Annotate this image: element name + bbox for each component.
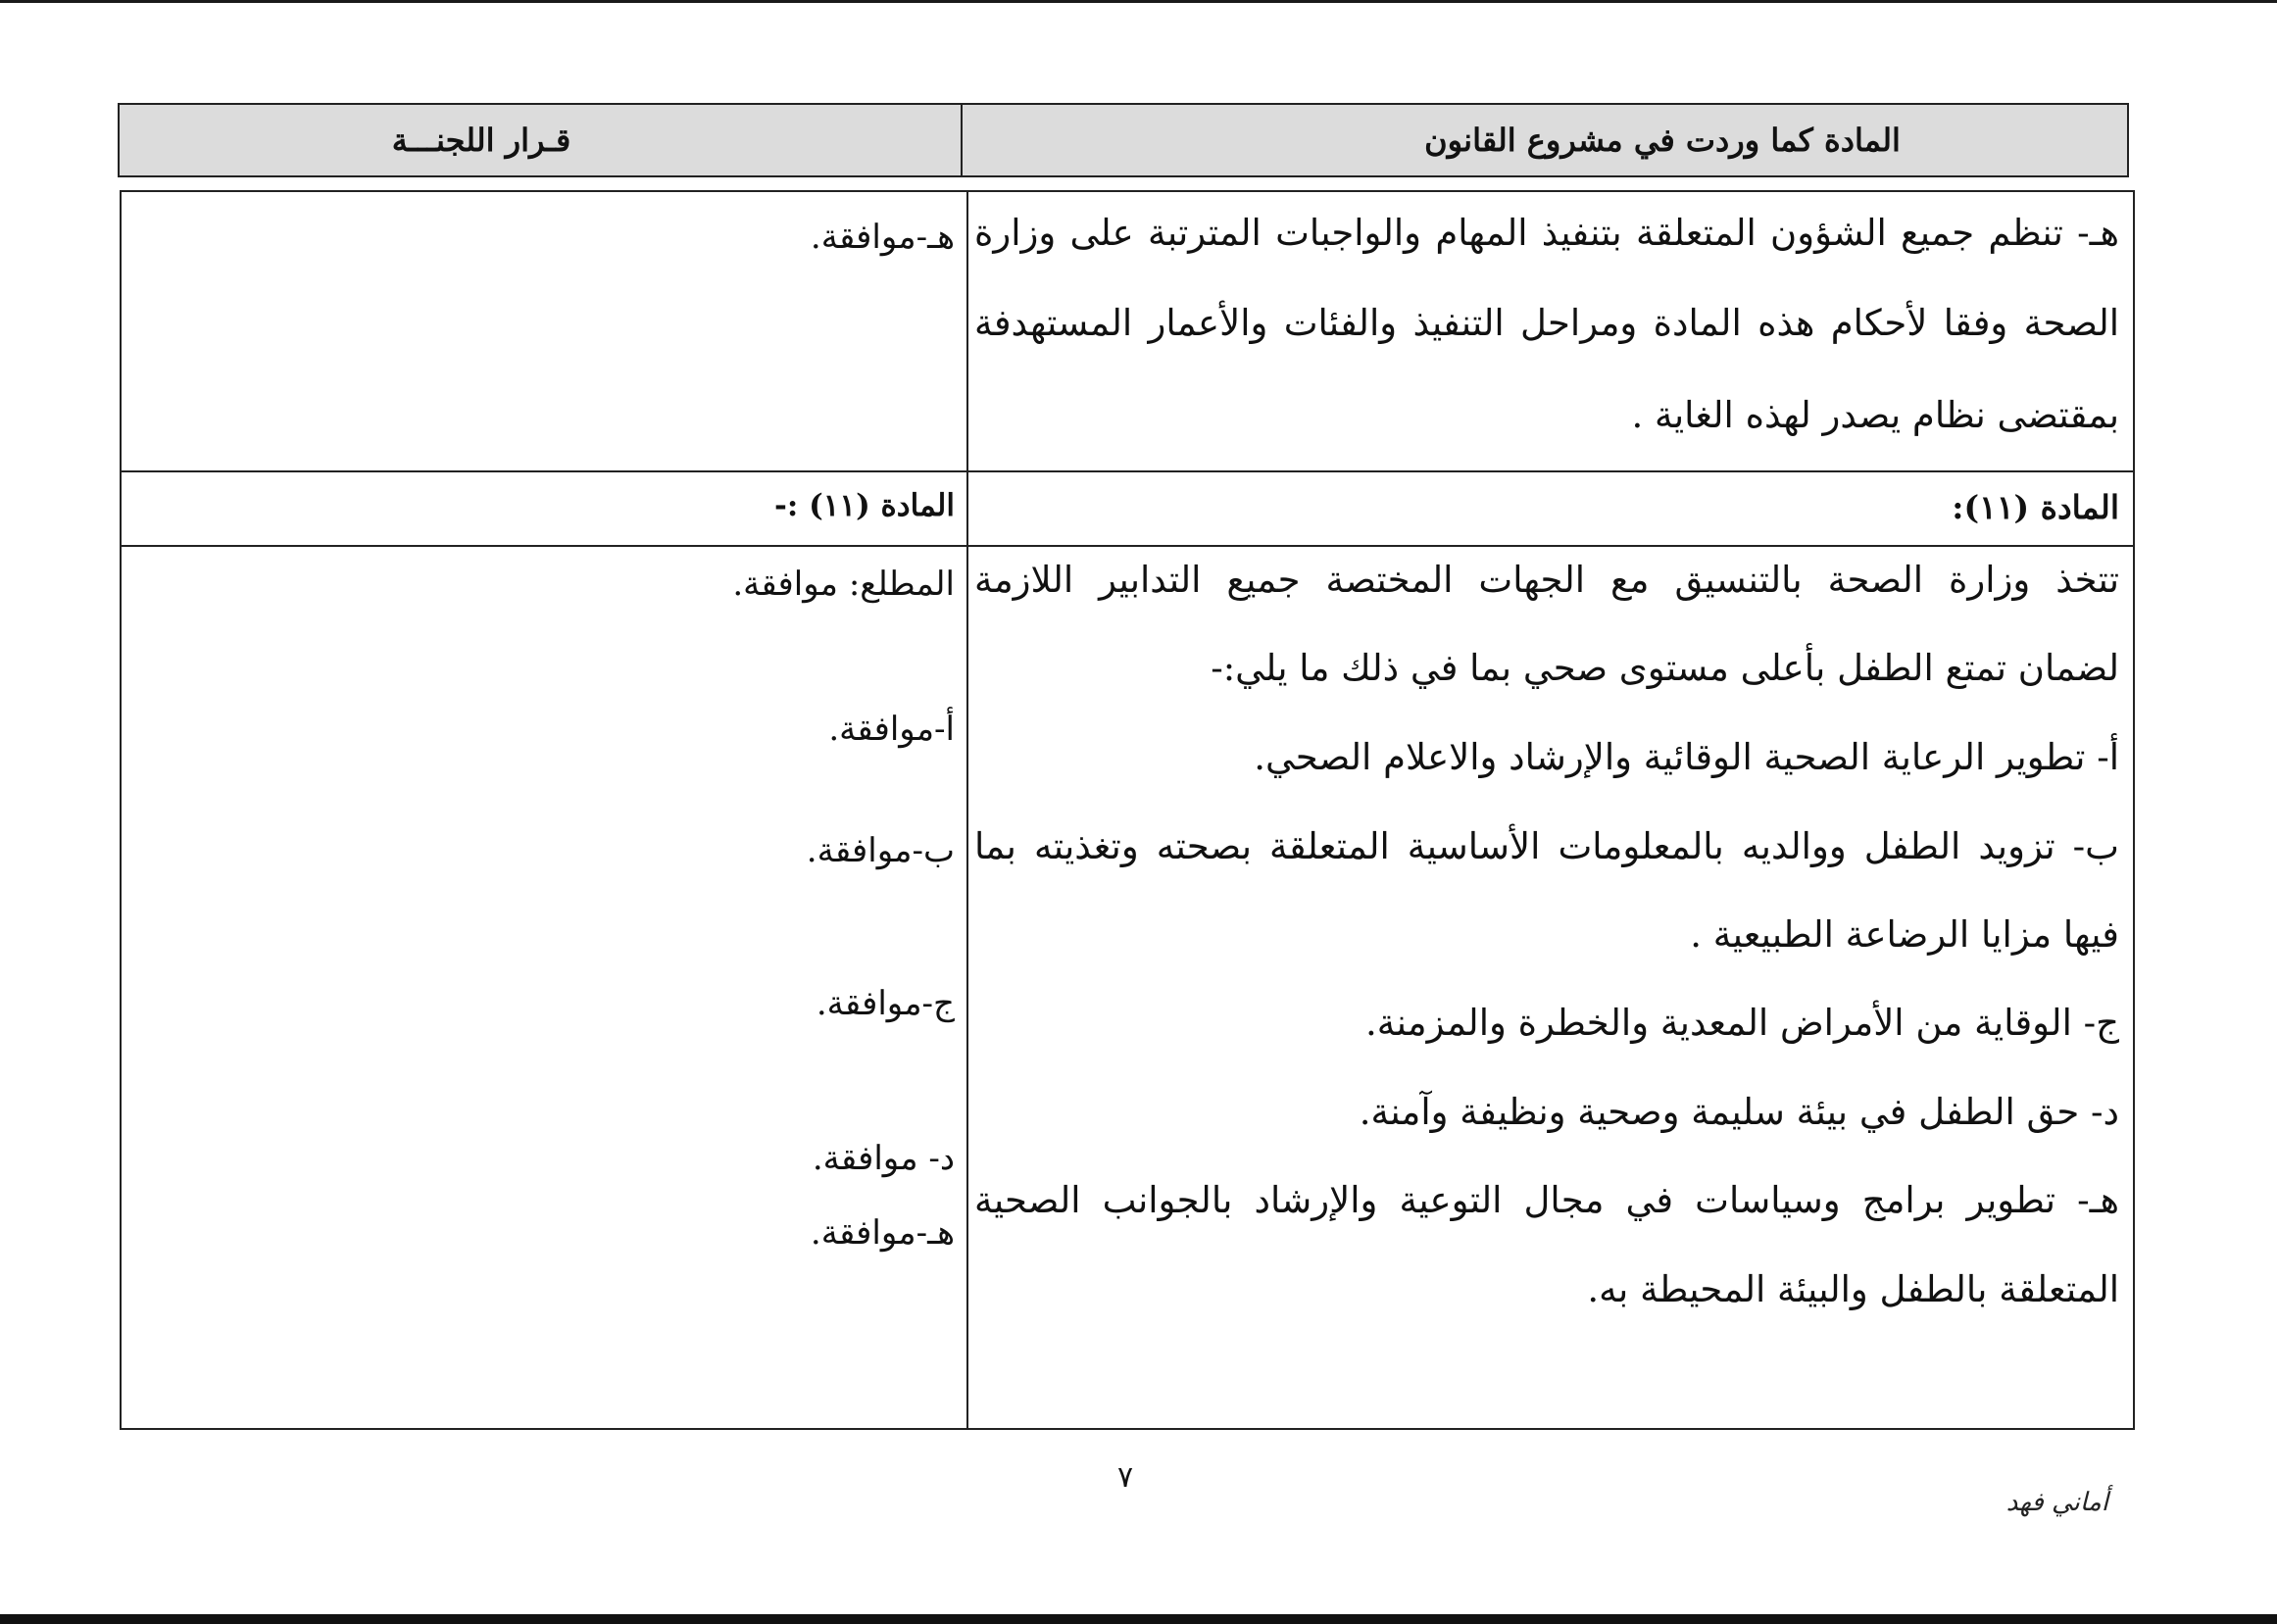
article-text-line: هـ- تطوير برامج وسياسات في مجال التوعية والإرشاد بالجوانب الصحية	[974, 1179, 2120, 1221]
page-number: ٧	[1117, 1460, 1134, 1495]
scan-bottom-edge	[0, 1614, 2277, 1624]
decision-text: هـ-موافقة.	[810, 1213, 955, 1253]
column-divider	[966, 547, 968, 1428]
article-text-line: أ- تطوير الرعاية الصحية الوقائية والإرشاد والاعلام الصحي.	[1254, 736, 2119, 778]
decision-heading: المادة (١١) :-	[773, 488, 955, 523]
column-divider	[966, 192, 968, 470]
article-text-line: هـ- تنظم جميع الشؤون المتعلقة بتنفيذ المهام والواجبات المترتبة على وزارة	[974, 212, 2119, 254]
article-heading: المادة (١١):	[1952, 488, 2119, 526]
decision-text: المطلع: موافقة.	[732, 565, 955, 604]
article-text-line: بمقتضى نظام يصدر لهذه الغاية .	[1631, 394, 2119, 436]
table-row	[122, 192, 2133, 472]
decision-text: هـ-موافقة.	[810, 218, 955, 257]
article-text-line: ج- الوقاية من الأمراض المعدية والخطرة والمزمنة.	[1365, 1002, 2119, 1044]
column-divider	[966, 472, 968, 545]
decision-text: أ-موافقة.	[828, 710, 955, 749]
table-row	[122, 472, 2133, 547]
article-text-line: لضمان تمتع الطفل بأعلى مستوى صحي بما في ذلك ما يلي:-	[1211, 647, 2119, 689]
signature: أماني فهد	[2005, 1488, 2108, 1517]
decision-text: ب-موافقة.	[806, 831, 955, 870]
header-decision-column: قـرار اللجنـــة	[391, 122, 571, 159]
table-header	[118, 103, 2129, 177]
article-text-line: د- حق الطفل في بيئة سليمة وصحية ونظيفة وآمنة.	[1359, 1091, 2119, 1133]
article-text-line: تتخذ وزارة الصحة بالتنسيق مع الجهات المختصة جميع التدابير اللازمة	[974, 559, 2120, 601]
table-row	[122, 547, 2133, 1428]
header-article-column: المادة كما وردت في مشروع القانون	[961, 105, 2127, 175]
article-text-line: الصحة وفقا لأحكام هذه المادة ومراحل التنفيذ والفئات والأعمار المستهدفة	[974, 302, 2119, 344]
article-text-line: فيها مزايا الرضاعة الطبيعية .	[1690, 913, 2119, 956]
law-comparison-table	[120, 190, 2135, 1430]
scan-top-edge	[0, 0, 2277, 3]
decision-text: ج-موافقة.	[816, 984, 955, 1023]
article-text-line: المتعلقة بالطفل والبيئة المحيطة به.	[1587, 1268, 2119, 1310]
article-text-line: ب- تزويد الطفل ووالديه بالمعلومات الأساسية المتعلقة بصحته وتغذيته بما	[974, 825, 2119, 867]
decision-text: د- موافقة.	[812, 1139, 955, 1178]
